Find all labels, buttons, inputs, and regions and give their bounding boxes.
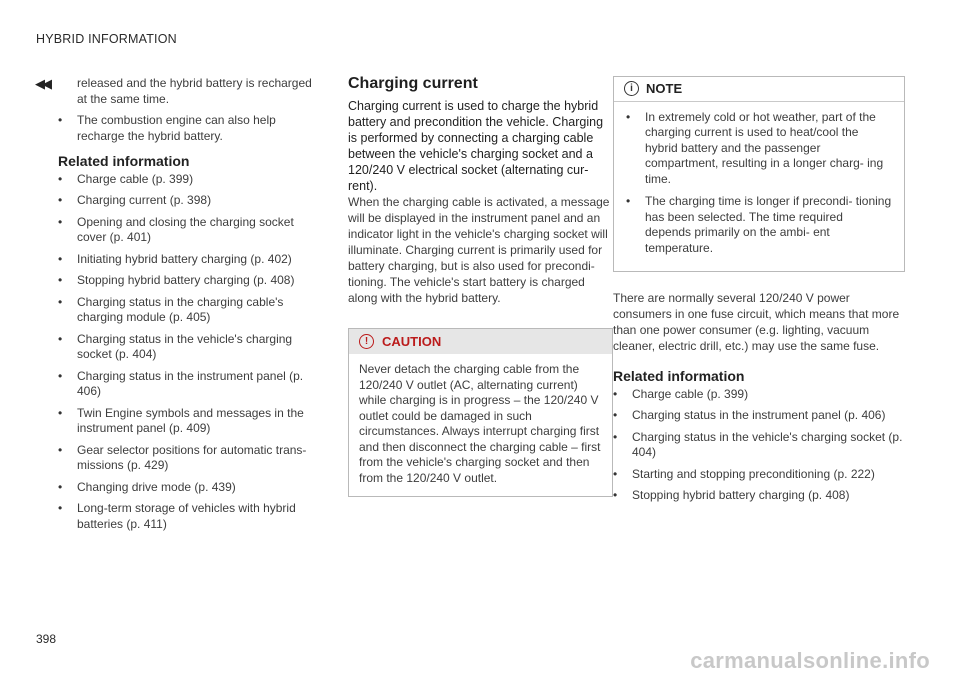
related-link[interactable]: • Gear selector positions for automatic trans- missions (p. 429) [58, 443, 316, 474]
info-icon: i [624, 81, 639, 96]
page-number: 398 [36, 632, 57, 646]
related-list [58, 172, 316, 533]
caution-icon: ! [359, 334, 374, 349]
column-right [613, 76, 905, 510]
related-link[interactable]: • Starting and stopping preconditioning (p. 222) [613, 467, 905, 483]
related-link[interactable]: • Charging status in the vehicle's charging socket (p. 404) [58, 332, 316, 363]
note-header [614, 77, 904, 102]
continued-text: released and the hybrid battery is recharged at the same time. [77, 76, 312, 106]
note-item: • The charging time is longer if precondi- tioning has been selected. The time required depends primarily on the ambi- ent temperature. [626, 194, 892, 256]
note-label: NOTE [646, 81, 683, 96]
column-left [58, 76, 316, 538]
related-heading: Related information [58, 153, 190, 169]
body-paragraph: When the charging cable is activated, a message will be displayed in the instrument panel and an indicator light in the vehicle's charging socket will illuminate. Charging current is primarily used for battery charging, but is also used for precondi- tioning. The vehicle's start battery is charged along with the hybrid battery. [348, 194, 610, 305]
caution-box [348, 328, 613, 498]
list-item: • The combustion engine can also help recharge the hybrid battery. [58, 113, 316, 144]
section-heading: Charging current [348, 75, 478, 92]
back-marker-icon: ◀◀ [35, 76, 49, 91]
related-link[interactable]: • Stopping hybrid battery charging (p. 408) [58, 273, 316, 289]
section-title: HYBRID INFORMATION [36, 32, 177, 46]
note-content [614, 102, 904, 272]
lead-paragraph: Charging current is used to charge the hybrid battery and precondition the vehicle. Charging is performed by connecting a charging cable between the vehicle's charging socket and a 120/240 V electrical socket (alternating cur- rent). [348, 98, 604, 193]
watermark-text: carmanualsonline.info [690, 648, 930, 673]
related-link[interactable]: • Stopping hybrid battery charging (p. 408) [613, 488, 905, 504]
related-link[interactable]: • Charging status in the vehicle's charging socket (p. 404) [613, 430, 905, 461]
related-link[interactable]: • Charging status in the instrument panel (p. 406) [58, 369, 316, 400]
caution-text: Never detach the charging cable from the 120/240 V outlet (AC, alternating current) while charging is in progress – the 120/240 V outlet could be damaged in such circumstances. Always interrupt charging first and then disconnect the charging cable – first from the vehicle's charging socket and then from the 120/240 V outlet. [359, 362, 601, 485]
note-list [626, 110, 892, 257]
related-link[interactable]: • Charge cable (p. 399) [58, 172, 316, 188]
fuse-paragraph: There are normally several 120/240 V power consumers in one fuse circuit, which means that more than one power consumer (e.g. lighting, vacuum cleaner, electric drill, etc.) may use the same fuse. [613, 291, 900, 353]
note-item: • In extremely cold or hot weather, part of the charging current is used to heat/cool the hybrid battery and the passenger compartment, resulting in a longer charg- ing time. [626, 110, 892, 188]
related-link[interactable]: • Twin Engine symbols and messages in the instrument panel (p. 409) [58, 406, 316, 437]
related-link[interactable]: • Charging current (p. 398) [58, 193, 316, 209]
related-heading: Related information [613, 368, 745, 384]
related-link[interactable]: • Charge cable (p. 399) [613, 387, 905, 403]
related-link[interactable]: • Charging status in the charging cable's charging module (p. 405) [58, 295, 316, 326]
column-middle [348, 76, 613, 497]
related-link[interactable]: • Charging status in the instrument panel (p. 406) [613, 408, 905, 424]
related-link[interactable]: • Changing drive mode (p. 439) [58, 480, 316, 496]
caution-header [349, 329, 612, 355]
caution-label: CAUTION [382, 333, 442, 349]
continued-list [58, 113, 316, 144]
related-link[interactable]: • Opening and closing the charging socket cover (p. 401) [58, 215, 316, 246]
related-link[interactable]: • Long-term storage of vehicles with hybrid batteries (p. 411) [58, 501, 316, 532]
note-box [613, 76, 905, 272]
related-link[interactable]: • Initiating hybrid battery charging (p. 402) [58, 252, 316, 268]
related-list [613, 387, 905, 504]
